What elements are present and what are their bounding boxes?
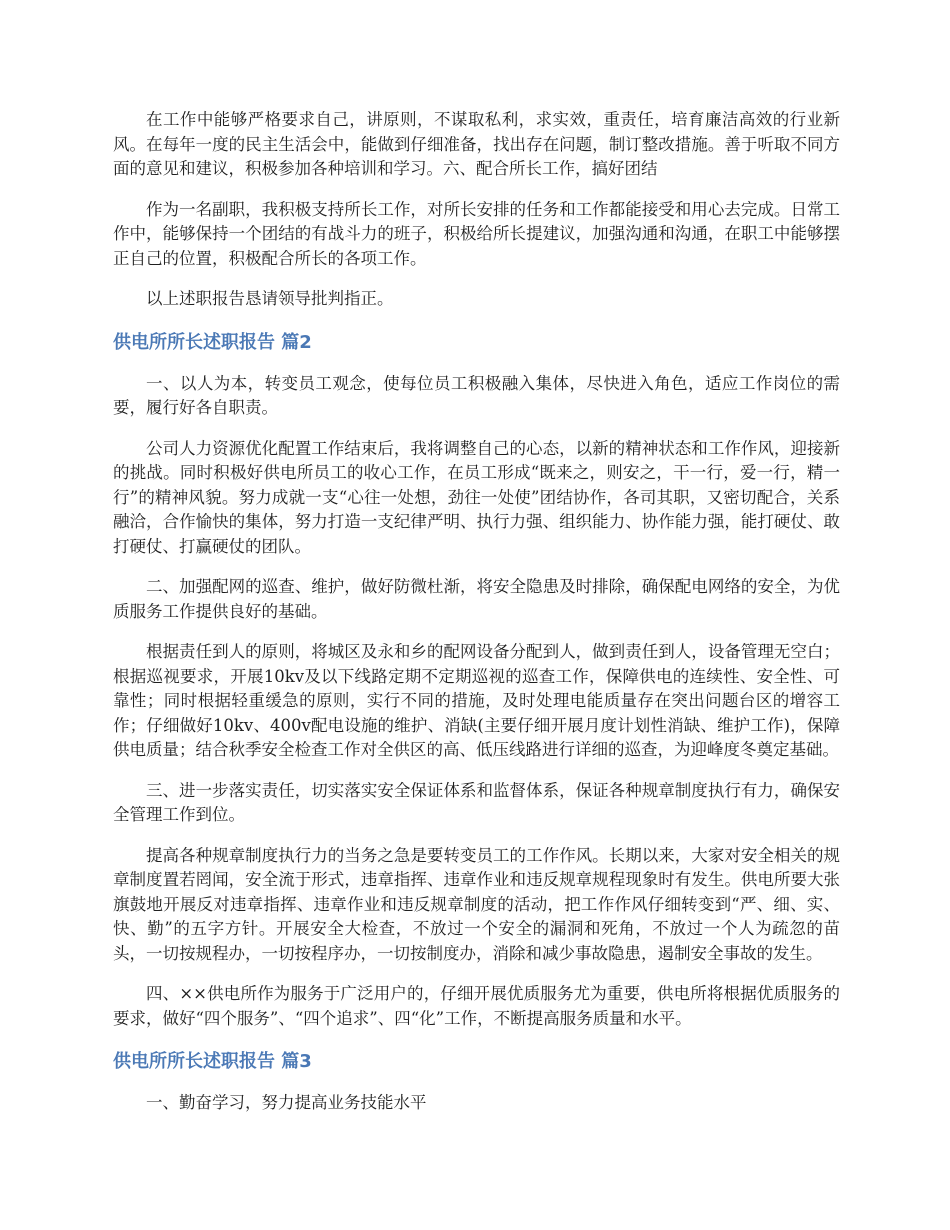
section-heading-3: 供电所所长述职报告 篇3 <box>113 1051 312 1072</box>
paragraph-responsibility-assignment: 根据责任到人的原则，将城区及永和乡的配网设备分配到人，做到责任到人，设备管理无空白；根据巡视要求，开展10kv及以下线路定期不定期巡视的巡查工作，保障供电的连续性、安全性、可靠性；同时根据轻重缓急的原则，实行不同的措施，及时处理电能质量存在突出问题台区的增容工作；仔细做好10kv、400v配电设施的维护、消缺(主要仔细开展月度计划性消缺、维护工作)，保障供电质量；结合秋季安全检查工作对全供区的高、低压线路进行详细的巡查，为迎峰度冬奠定基础。 <box>113 642 840 759</box>
paragraph-closing: 以上述职报告恳请领导批判指正。 <box>146 289 394 308</box>
paragraph-safety-responsibility: 三、进一步落实责任，切实落实安全保证体系和监督体系，保证各种规章制度执行有力，确保安全管理工作到位。 <box>113 780 840 824</box>
paragraph-support-director: 作为一名副职，我积极支持所长工作，对所长安排的任务和工作都能接受和用心去完成。日常工作中，能够保持一个团结的有战斗力的班子，积极给所长提建议，加强沟通和沟通，在职工中能够摆正自己的位置，积极配合所长的各项工作。 <box>113 199 840 268</box>
paragraph-intro-integrity: 在工作中能够严格要求自己，讲原则，不谋取私利，求实效，重责任，培育廉洁高效的行业新风。在每年一度的民主生活会中，能做到仔细准备，找出存在问题，制订整改措施。善于听取不同方面的意见和建议，积极参加各种培训和学习。六、配合所长工作，搞好团结 <box>113 110 840 178</box>
paragraph-hr-optimization: 公司人力资源优化配置工作结束后，我将调整自己的心态，以新的精神状态和工作作风，迎接新的挑战。同时积极好供电所员工的收心工作，在员工形成“既来之，则安之，干一行，爱一行，精一行”的精神风貌。努力成就一支“心往一处想，劲往一处使”团结协作，各司其职，又密切配合，关系融洽，合作愉快的集体，努力打造一支纪律严明、执行力强、组织能力、协作能力强，能打硬仗、敢打硬仗、打赢硬仗的团队。 <box>113 438 840 556</box>
paragraph-study-hard: 一、勤奋学习，努力提高业务技能水平 <box>146 1093 427 1112</box>
section-heading-2: 供电所所长述职报告 篇2 <box>113 331 312 353</box>
document-page <box>113 108 840 1132</box>
paragraph-grid-inspection: 二、加强配网的巡查、维护，做好防微杜渐，将安全隐患及时排除，确保配电网络的安全，为优质服务工作提供良好的基础。 <box>113 577 840 621</box>
paragraph-quality-service: 四、××供电所作为服务于广泛用户的，仔细开展优质服务尤为重要，供电所将根据优质服务的要求，做好“四个服务”、“四个追求”、四“化”工作，不断提高服务质量和水平。 <box>113 984 840 1028</box>
paragraph-work-style: 提高各种规章制度执行力的当务之急是要转变员工的工作作风。长期以来，大家对安全相关的规章制度置若罔闻，安全流于形式，违章指挥、违章作业和违反规章规程现象时有发生。供电所要大张旗鼓地开展反对违章指挥、违章作业和违反规章制度的活动，把工作作风仔细转变到“严、细、实、快、勤”的五字方针。开展安全大检查，不放过一个安全的漏洞和死角，不放过一个人为疏忽的苗头，一切按规程办，一切按程序办，一切按制度办，消除和减少事故隐患，遏制安全事故的发生。 <box>113 845 840 963</box>
paragraph-people-oriented: 一、以人为本，转变员工观念，使每位员工积极融入集体，尽快进入角色，适应工作岗位的需要，履行好各自职责。 <box>113 373 840 417</box>
